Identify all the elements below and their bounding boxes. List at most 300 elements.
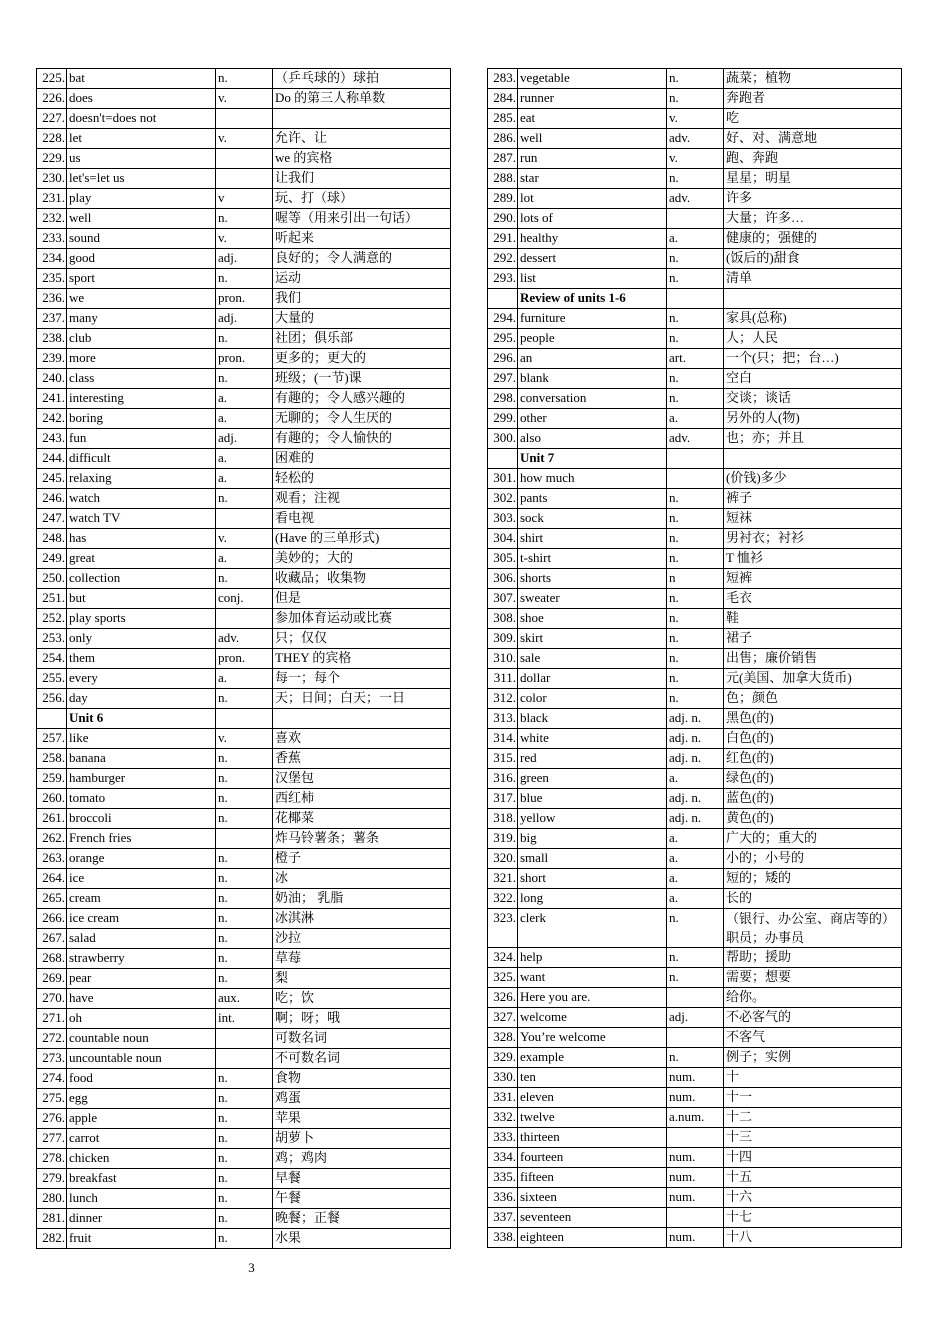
entry-part-of-speech: n. (667, 369, 724, 389)
vocab-row (37, 609, 451, 629)
entry-part-of-speech: n. (216, 369, 273, 389)
entry-meaning: 交谈；谈话 (724, 389, 902, 409)
entry-part-of-speech (216, 509, 273, 529)
entry-word: sweater (518, 589, 667, 609)
entry-meaning: 吃；饮 (273, 989, 451, 1009)
entry-number: 280. (37, 1189, 67, 1209)
entry-part-of-speech (667, 289, 724, 309)
entry-number: 305. (488, 549, 518, 569)
entry-word: green (518, 769, 667, 789)
vocab-row (37, 649, 451, 669)
entry-meaning: 香蕉 (273, 749, 451, 769)
entry-part-of-speech: a.num. (667, 1108, 724, 1128)
entry-part-of-speech: n. (667, 269, 724, 289)
entry-meaning: 轻松的 (273, 469, 451, 489)
entry-part-of-speech (667, 469, 724, 489)
entry-number: 284. (488, 89, 518, 109)
entry-word: welcome (518, 1008, 667, 1028)
entry-part-of-speech: num. (667, 1168, 724, 1188)
entry-word: small (518, 849, 667, 869)
entry-word: oh (67, 1009, 216, 1029)
entry-meaning: 鸡；鸡肉 (273, 1149, 451, 1169)
entry-word: sock (518, 509, 667, 529)
entry-meaning: 出售；廉价销售 (724, 649, 902, 669)
entry-part-of-speech: pron. (216, 289, 273, 309)
entry-part-of-speech: v. (667, 109, 724, 129)
entry-word: us (67, 149, 216, 169)
entry-meaning: 许多 (724, 189, 902, 209)
entry-word: Here you are. (518, 988, 667, 1008)
vocab-row (37, 69, 451, 89)
entry-number: 264. (37, 869, 67, 889)
entry-word: but (67, 589, 216, 609)
entry-meaning: 红色(的) (724, 749, 902, 769)
entry-part-of-speech: n. (216, 689, 273, 709)
entry-part-of-speech: a. (216, 549, 273, 569)
vocab-row (488, 509, 902, 529)
entry-word: tomato (67, 789, 216, 809)
vocab-row (37, 529, 451, 549)
entry-part-of-speech: n. (667, 389, 724, 409)
entry-meaning: 西红柿 (273, 789, 451, 809)
vocab-row (488, 669, 902, 689)
entry-meaning (724, 449, 902, 469)
entry-number: 242. (37, 409, 67, 429)
vocab-row (488, 1008, 902, 1028)
entry-part-of-speech: adj. (216, 429, 273, 449)
vocab-row (37, 849, 451, 869)
vocab-row (488, 749, 902, 769)
entry-number: 310. (488, 649, 518, 669)
entry-part-of-speech: v. (667, 149, 724, 169)
entry-meaning: Do 的第三人称单数 (273, 89, 451, 109)
entry-word: fun (67, 429, 216, 449)
entry-meaning: 十 (724, 1068, 902, 1088)
entry-part-of-speech: n. (667, 169, 724, 189)
entry-number: 271. (37, 1009, 67, 1029)
entry-part-of-speech: num. (667, 1088, 724, 1108)
entry-meaning: 午餐 (273, 1189, 451, 1209)
entry-word: eat (518, 109, 667, 129)
entry-meaning: 无聊的；令人生厌的 (273, 409, 451, 429)
vocab-row (488, 329, 902, 349)
entry-word: ice cream (67, 909, 216, 929)
vocab-row (488, 809, 902, 829)
entry-word: long (518, 889, 667, 909)
entry-meaning: 蔬菜；植物 (724, 69, 902, 89)
vocab-row (488, 529, 902, 549)
vocab-row (488, 948, 902, 968)
entry-number: 321. (488, 869, 518, 889)
entry-word: does (67, 89, 216, 109)
entry-word: yellow (518, 809, 667, 829)
entry-word: dinner (67, 1209, 216, 1229)
entry-word: many (67, 309, 216, 329)
entry-part-of-speech: a. (216, 669, 273, 689)
vocab-row (488, 309, 902, 329)
entry-word: apple (67, 1109, 216, 1129)
entry-number: 331. (488, 1088, 518, 1108)
entry-number: 316. (488, 769, 518, 789)
entry-word: Unit 6 (67, 709, 216, 729)
page-number: 3 (248, 1260, 255, 1275)
entry-number: 312. (488, 689, 518, 709)
vocab-row (37, 189, 451, 209)
entry-meaning: 另外的人(物) (724, 409, 902, 429)
entry-part-of-speech: n. (667, 509, 724, 529)
entry-part-of-speech: n. (216, 569, 273, 589)
vocab-row (488, 1228, 902, 1248)
entry-part-of-speech: n. (216, 869, 273, 889)
entry-part-of-speech: adj. (216, 309, 273, 329)
entry-part-of-speech: n. (216, 849, 273, 869)
entry-word: example (518, 1048, 667, 1068)
entry-number: 227. (37, 109, 67, 129)
entry-word: salad (67, 929, 216, 949)
entry-meaning: THEY 的宾格 (273, 649, 451, 669)
entry-word: blank (518, 369, 667, 389)
vocab-row (488, 649, 902, 669)
entry-number: 333. (488, 1128, 518, 1148)
entry-word: banana (67, 749, 216, 769)
entry-number: 324. (488, 948, 518, 968)
entry-part-of-speech: adj. n. (667, 749, 724, 769)
entry-word: shoe (518, 609, 667, 629)
entry-number: 230. (37, 169, 67, 189)
vocab-row (37, 1129, 451, 1149)
entry-meaning: 让我们 (273, 169, 451, 189)
vocab-row (488, 249, 902, 269)
vocab-row (488, 789, 902, 809)
section-header-row (488, 449, 902, 469)
entry-meaning: 大量；许多… (724, 209, 902, 229)
entry-part-of-speech: num. (667, 1228, 724, 1248)
entry-part-of-speech: n. (216, 909, 273, 929)
vocab-row (37, 929, 451, 949)
entry-part-of-speech (667, 209, 724, 229)
vocab-row (488, 489, 902, 509)
entry-meaning: 天；日间；白天；一日 (273, 689, 451, 709)
entry-word: pants (518, 489, 667, 509)
entry-part-of-speech: n. (216, 209, 273, 229)
entry-part-of-speech: n. (216, 809, 273, 829)
entry-number: 252. (37, 609, 67, 629)
entry-part-of-speech (216, 169, 273, 189)
entry-number: 234. (37, 249, 67, 269)
entry-part-of-speech: n. (216, 1089, 273, 1109)
vocab-row (488, 589, 902, 609)
entry-word: thirteen (518, 1128, 667, 1148)
vocab-row (488, 1168, 902, 1188)
entry-part-of-speech (216, 1049, 273, 1069)
entry-meaning: T 恤衫 (724, 549, 902, 569)
entry-word: twelve (518, 1108, 667, 1128)
entry-part-of-speech: num. (667, 1188, 724, 1208)
entry-part-of-speech (667, 449, 724, 469)
entry-meaning: 裤子 (724, 489, 902, 509)
vocab-row (488, 269, 902, 289)
entry-part-of-speech: n. (667, 69, 724, 89)
entry-number: 338. (488, 1228, 518, 1248)
entry-meaning: 可数名词 (273, 1029, 451, 1049)
entry-word: run (518, 149, 667, 169)
entry-meaning: 运动 (273, 269, 451, 289)
entry-number: 265. (37, 889, 67, 909)
entry-number: 281. (37, 1209, 67, 1229)
entry-word: day (67, 689, 216, 709)
vocab-row (37, 769, 451, 789)
entry-word: hamburger (67, 769, 216, 789)
entry-word: great (67, 549, 216, 569)
entry-part-of-speech: n. (667, 948, 724, 968)
entry-number: 272. (37, 1029, 67, 1049)
entry-number: 317. (488, 789, 518, 809)
entry-part-of-speech: n. (216, 269, 273, 289)
vocab-row (488, 1108, 902, 1128)
entry-meaning: 人；人民 (724, 329, 902, 349)
entry-word: play sports (67, 609, 216, 629)
entry-number: 275. (37, 1089, 67, 1109)
entry-meaning: 十五 (724, 1168, 902, 1188)
entry-meaning: 给你。 (724, 988, 902, 1008)
entry-meaning: 胡萝卜 (273, 1129, 451, 1149)
entry-word: eleven (518, 1088, 667, 1108)
entry-meaning: 黄色(的) (724, 809, 902, 829)
entry-word: countable noun (67, 1029, 216, 1049)
vocab-row (488, 1128, 902, 1148)
entry-number: 256. (37, 689, 67, 709)
entry-word: lots of (518, 209, 667, 229)
vocab-row (37, 309, 451, 329)
vocab-row (37, 1089, 451, 1109)
entry-meaning: 家具(总称) (724, 309, 902, 329)
entry-number: 268. (37, 949, 67, 969)
entry-meaning: 但是 (273, 589, 451, 609)
entry-meaning: 男衬衣；衬衫 (724, 529, 902, 549)
entry-word: also (518, 429, 667, 449)
entry-word: club (67, 329, 216, 349)
entry-meaning: 蓝色(的) (724, 789, 902, 809)
entry-meaning: 不客气 (724, 1028, 902, 1048)
entry-number: 322. (488, 889, 518, 909)
entry-number: 326. (488, 988, 518, 1008)
entry-meaning: 冰淇淋 (273, 909, 451, 929)
entry-word: other (518, 409, 667, 429)
vocab-row (488, 209, 902, 229)
vocab-row (37, 429, 451, 449)
entry-word: dollar (518, 669, 667, 689)
entry-meaning: 好、对、满意地 (724, 129, 902, 149)
vocab-row (37, 389, 451, 409)
entry-word: star (518, 169, 667, 189)
entry-number: 315. (488, 749, 518, 769)
vocab-row (488, 1088, 902, 1108)
entry-number: 233. (37, 229, 67, 249)
entry-meaning: 玩、打（球） (273, 189, 451, 209)
vocab-row (488, 709, 902, 729)
entry-part-of-speech: v. (216, 229, 273, 249)
entry-word: bat (67, 69, 216, 89)
entry-word: more (67, 349, 216, 369)
entry-number: 335. (488, 1168, 518, 1188)
entry-part-of-speech: a. (667, 829, 724, 849)
entry-part-of-speech: a. (667, 769, 724, 789)
entry-meaning: (饭后的)甜食 (724, 249, 902, 269)
vocab-row (37, 129, 451, 149)
entry-number: 295. (488, 329, 518, 349)
vocab-row (488, 1028, 902, 1048)
entry-word: lot (518, 189, 667, 209)
entry-word: sale (518, 649, 667, 669)
vocab-row (37, 89, 451, 109)
entry-number: 299. (488, 409, 518, 429)
entry-meaning: 汉堡包 (273, 769, 451, 789)
entry-word: fourteen (518, 1148, 667, 1168)
entry-word: play (67, 189, 216, 209)
entry-word: red (518, 749, 667, 769)
entry-number (37, 709, 67, 729)
entry-number: 313. (488, 709, 518, 729)
entry-number: 273. (37, 1049, 67, 1069)
entry-meaning: 允许、让 (273, 129, 451, 149)
entry-meaning: 十七 (724, 1208, 902, 1228)
entry-number: 327. (488, 1008, 518, 1028)
vocab-row (37, 329, 451, 349)
entry-part-of-speech: n. (667, 249, 724, 269)
entry-meaning: 一个(只；把；台…) (724, 349, 902, 369)
entry-word: let (67, 129, 216, 149)
entry-meaning: 喔等（用来引出一句话） (273, 209, 451, 229)
vocab-row (37, 869, 451, 889)
entry-meaning: 小的；小号的 (724, 849, 902, 869)
entry-word: cream (67, 889, 216, 909)
entry-part-of-speech: adj. n. (667, 789, 724, 809)
entry-number: 290. (488, 209, 518, 229)
vocab-row (488, 189, 902, 209)
entry-part-of-speech: n. (216, 1109, 273, 1129)
entry-meaning: (Have 的三单形式) (273, 529, 451, 549)
entry-word: breakfast (67, 1169, 216, 1189)
entry-word: runner (518, 89, 667, 109)
entry-part-of-speech: n. (216, 769, 273, 789)
entry-number: 274. (37, 1069, 67, 1089)
entry-part-of-speech (667, 1128, 724, 1148)
entry-part-of-speech (667, 988, 724, 1008)
vocab-table-left-body (37, 69, 451, 1249)
entry-part-of-speech: conj. (216, 589, 273, 609)
vocab-row (488, 1148, 902, 1168)
entry-number: 247. (37, 509, 67, 529)
entry-meaning: （银行、办公室、商店等的）职员；办事员 (724, 909, 902, 948)
vocab-row (488, 69, 902, 89)
vocab-row (37, 909, 451, 929)
entry-word: list (518, 269, 667, 289)
entry-meaning: 喜欢 (273, 729, 451, 749)
entry-part-of-speech: n. (216, 69, 273, 89)
vocab-row (488, 469, 902, 489)
entry-meaning: 沙拉 (273, 929, 451, 949)
entry-meaning: 星星；明星 (724, 169, 902, 189)
vocab-row (488, 389, 902, 409)
entry-part-of-speech: v (216, 189, 273, 209)
entry-word: clerk (518, 909, 667, 948)
entry-part-of-speech: n. (667, 529, 724, 549)
entry-number: 292. (488, 249, 518, 269)
entry-number: 239. (37, 349, 67, 369)
entry-word: watch (67, 489, 216, 509)
entry-number: 229. (37, 149, 67, 169)
vocab-row (488, 769, 902, 789)
entry-number: 303. (488, 509, 518, 529)
vocab-row (488, 349, 902, 369)
entry-number: 307. (488, 589, 518, 609)
entry-word: relaxing (67, 469, 216, 489)
entry-number: 244. (37, 449, 67, 469)
entry-meaning: 空白 (724, 369, 902, 389)
entry-word: we (67, 289, 216, 309)
entry-meaning: 观看；注视 (273, 489, 451, 509)
entry-word: You’re welcome (518, 1028, 667, 1048)
entry-part-of-speech: aux. (216, 989, 273, 1009)
entry-part-of-speech (216, 149, 273, 169)
entry-number: 306. (488, 569, 518, 589)
entry-meaning: 奶油； 乳脂 (273, 889, 451, 909)
entry-part-of-speech (667, 1028, 724, 1048)
entry-meaning: 鞋 (724, 609, 902, 629)
entry-number (488, 289, 518, 309)
entry-number: 278. (37, 1149, 67, 1169)
entry-meaning: 十六 (724, 1188, 902, 1208)
entry-word: white (518, 729, 667, 749)
entry-part-of-speech: adv. (216, 629, 273, 649)
entry-word: t-shirt (518, 549, 667, 569)
entry-word: sixteen (518, 1188, 667, 1208)
entry-meaning: 十四 (724, 1148, 902, 1168)
entry-meaning: 黑色(的) (724, 709, 902, 729)
entry-word: conversation (518, 389, 667, 409)
vocab-row (37, 629, 451, 649)
entry-word: well (518, 129, 667, 149)
entry-word: ten (518, 1068, 667, 1088)
entry-part-of-speech: a. (216, 449, 273, 469)
vocab-table-right-body (488, 69, 902, 1248)
entry-meaning: 不可数名词 (273, 1049, 451, 1069)
entry-number: 283. (488, 69, 518, 89)
entry-number: 291. (488, 229, 518, 249)
entry-part-of-speech: n. (216, 489, 273, 509)
entry-part-of-speech: a. (667, 409, 724, 429)
entry-meaning: 长的 (724, 889, 902, 909)
entry-part-of-speech: a. (667, 869, 724, 889)
entry-number: 249. (37, 549, 67, 569)
entry-word: want (518, 968, 667, 988)
vocab-row (488, 689, 902, 709)
vocab-row (37, 729, 451, 749)
entry-word: sport (67, 269, 216, 289)
entry-meaning: 班级；(一节)课 (273, 369, 451, 389)
vocab-row (37, 809, 451, 829)
entry-word: like (67, 729, 216, 749)
vocab-row (37, 269, 451, 289)
entry-meaning: 花椰菜 (273, 809, 451, 829)
entry-meaning: 更多的；更大的 (273, 349, 451, 369)
entry-meaning: 短袜 (724, 509, 902, 529)
entry-part-of-speech: n. (216, 889, 273, 909)
vocab-row (488, 1048, 902, 1068)
entry-number: 254. (37, 649, 67, 669)
entry-meaning: 裙子 (724, 629, 902, 649)
entry-word: them (67, 649, 216, 669)
